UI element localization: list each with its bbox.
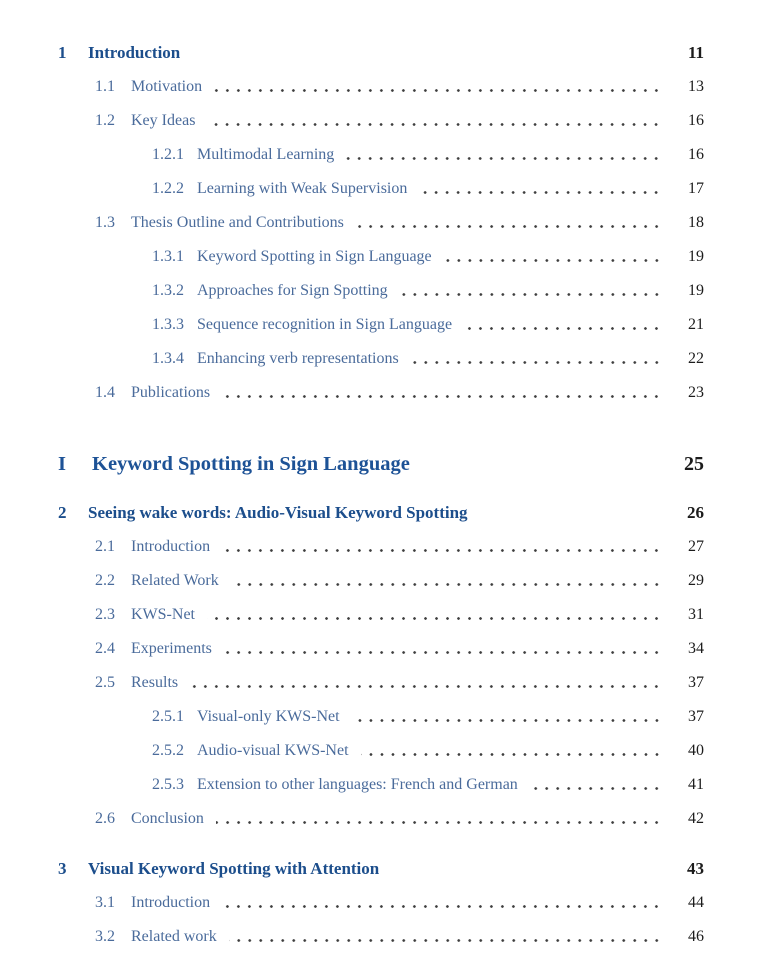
toc-entry-title: Multimodal Learning — [197, 146, 335, 163]
toc-entry-2-3[interactable] — [58, 598, 704, 632]
dot-leader — [222, 886, 664, 920]
toc-entry-1-4[interactable] — [58, 376, 704, 410]
toc-entry-title: Related Work — [131, 572, 219, 589]
dot-leader — [391, 852, 664, 886]
dot-leader — [530, 768, 664, 802]
toc-entry-title: Audio-visual KWS-Net — [197, 742, 349, 759]
toc-entry-number: 2 — [58, 503, 67, 522]
toc-entry-number: 2.5.2 — [152, 742, 184, 759]
toc-entry-number: 2.4 — [95, 640, 115, 657]
dot-leader — [231, 564, 664, 598]
toc-entry-number: 2.6 — [95, 810, 115, 827]
dot-leader — [214, 70, 664, 104]
dot-leader — [400, 274, 664, 308]
toc-entry-page: 42 — [688, 810, 704, 827]
toc-entry-number: 1.3.2 — [152, 282, 184, 299]
dot-leader — [422, 442, 664, 486]
toc-entry-2-4[interactable] — [58, 632, 704, 666]
toc-entry-number: 2.2 — [95, 572, 115, 589]
toc-entry-page: 46 — [688, 928, 704, 945]
toc-entry-2-1[interactable] — [58, 530, 704, 564]
toc-entry-page: 23 — [688, 384, 704, 401]
toc-entry-2[interactable] — [58, 496, 704, 530]
toc-entry-page: 16 — [688, 146, 704, 163]
toc-entry-number: 3.1 — [95, 894, 115, 911]
dot-leader — [222, 530, 664, 564]
toc-entry-1-3-1[interactable] — [58, 240, 704, 274]
toc-entry-number: 1.4 — [95, 384, 115, 401]
dot-leader — [444, 240, 664, 274]
dot-leader — [480, 496, 664, 530]
toc-entry-title: Related work — [131, 928, 217, 945]
dot-leader — [207, 104, 664, 138]
toc-entry-title: Motivation — [131, 78, 203, 95]
toc-entry-number: 3 — [58, 859, 67, 878]
toc-entry-number: 2.5 — [95, 674, 115, 691]
toc-entry-2-2[interactable] — [58, 564, 704, 598]
toc-entry-page: 11 — [687, 43, 704, 62]
toc-entry-number: 1.3 — [95, 214, 115, 231]
toc-entry-page: 31 — [688, 606, 704, 623]
toc-entry-page: 26 — [687, 503, 704, 522]
toc-entry-page: 40 — [688, 742, 704, 759]
dot-leader — [224, 632, 664, 666]
toc-entry-title: Results — [131, 674, 179, 691]
toc-entry-number: 2.5.3 — [152, 776, 184, 793]
toc-entry-page: 43 — [687, 859, 704, 878]
toc-entry-page: 34 — [688, 640, 704, 657]
toc-entry-2-5-3[interactable] — [58, 768, 704, 802]
toc-entry-3-2[interactable] — [58, 920, 704, 954]
toc-entry-title: Key Ideas — [131, 112, 196, 129]
toc-entry-title: Introduction — [131, 894, 211, 911]
toc-entry-title: Publications — [131, 384, 211, 401]
toc-entry-1[interactable] — [58, 36, 704, 70]
toc-entry-title: Conclusion — [131, 810, 204, 827]
toc-entry-1-2-2[interactable] — [58, 172, 704, 206]
toc-entry-title: KWS-Net — [131, 606, 195, 623]
toc-entry-title: Keyword Spotting in Sign Language — [197, 248, 432, 265]
toc-entry-page: 25 — [684, 452, 704, 475]
toc-entry-number: 2.3 — [95, 606, 115, 623]
toc-entry-title: Introduction — [131, 538, 211, 555]
toc-entry-title: Learning with Weak Supervision — [197, 180, 408, 197]
toc-entry-page: 44 — [688, 894, 704, 911]
toc-entry-title: Extension to other languages: French and German — [197, 776, 518, 793]
toc-entry-page: 37 — [688, 674, 704, 691]
toc-entry-3[interactable] — [58, 852, 704, 886]
toc-entry-page: 19 — [688, 248, 704, 265]
toc-entry-page: 19 — [688, 282, 704, 299]
toc-entry-1-2[interactable] — [58, 104, 704, 138]
toc-entry-title: Visual Keyword Spotting with Attention — [88, 859, 380, 878]
toc-entry-page: 37 — [688, 708, 704, 725]
toc-entry-number: 2.5.1 — [152, 708, 184, 725]
toc-entry-i[interactable] — [58, 442, 704, 486]
toc-entry-1-3-3[interactable] — [58, 308, 704, 342]
toc-entry-page: 29 — [688, 572, 704, 589]
toc-entry-number: I — [58, 452, 66, 475]
dot-leader — [346, 138, 664, 172]
dot-leader — [190, 666, 664, 700]
toc-entry-title: Approaches for Sign Spotting — [197, 282, 388, 299]
dot-leader — [361, 734, 664, 768]
toc-entry-page: 27 — [688, 538, 704, 555]
toc-entry-title: Thesis Outline and Contributions — [131, 214, 344, 231]
toc-entry-number: 1.3.1 — [152, 248, 184, 265]
toc-entry-number: 1.1 — [95, 78, 115, 95]
toc-entry-2-5-2[interactable] — [58, 734, 704, 768]
toc-entry-title: Sequence recognition in Sign Language — [197, 316, 453, 333]
dot-leader — [352, 700, 664, 734]
toc-entry-title: Introduction — [88, 43, 181, 62]
toc-entry-number: 1.2 — [95, 112, 115, 129]
toc-entry-page: 16 — [688, 112, 704, 129]
toc-entry-1-3[interactable] — [58, 206, 704, 240]
toc-entry-2-6[interactable] — [58, 802, 704, 836]
toc-entry-number: 1.3.4 — [152, 350, 184, 367]
toc-entry-number: 2.1 — [95, 538, 115, 555]
toc-entry-2-5[interactable] — [58, 666, 704, 700]
dot-leader — [464, 308, 664, 342]
toc-entry-number: 1.2.1 — [152, 146, 184, 163]
toc-entry-1-2-1[interactable] — [58, 138, 704, 172]
dot-leader — [419, 172, 664, 206]
toc-entry-page: 13 — [688, 78, 704, 95]
toc-entry-title: Experiments — [131, 640, 212, 657]
dot-leader — [207, 598, 664, 632]
toc-entry-page: 22 — [688, 350, 704, 367]
toc-entry-number: 1 — [58, 43, 67, 62]
toc-entry-title: Enhancing verb representations — [197, 350, 399, 367]
toc-entry-title: Visual-only KWS-Net — [197, 708, 340, 725]
toc-entry-number: 3.2 — [95, 928, 115, 945]
toc-entry-title: Seeing wake words: Audio-Visual Keyword Spotting — [88, 503, 468, 522]
toc-entry-3-1[interactable] — [58, 886, 704, 920]
dot-leader — [356, 206, 664, 240]
dot-leader — [222, 376, 664, 410]
dot-leader — [216, 802, 664, 836]
toc-entry-title: Keyword Spotting in Sign Language — [92, 452, 410, 475]
toc-entry-page: 41 — [688, 776, 704, 793]
toc-entry-1-1[interactable] — [58, 70, 704, 104]
toc-entry-page: 18 — [688, 214, 704, 231]
toc-entry-1-3-2[interactable] — [58, 274, 704, 308]
dot-leader — [229, 920, 664, 954]
toc-entry-number: 1.2.2 — [152, 180, 184, 197]
toc-entry-1-3-4[interactable] — [58, 342, 704, 376]
toc-entry-2-5-1[interactable] — [58, 700, 704, 734]
toc-entry-number: 1.3.3 — [152, 316, 184, 333]
dot-leader — [411, 342, 664, 376]
dot-leader — [192, 36, 664, 70]
toc-entry-page: 21 — [688, 316, 704, 333]
toc-entry-page: 17 — [688, 180, 704, 197]
table-of-contents — [58, 36, 704, 954]
